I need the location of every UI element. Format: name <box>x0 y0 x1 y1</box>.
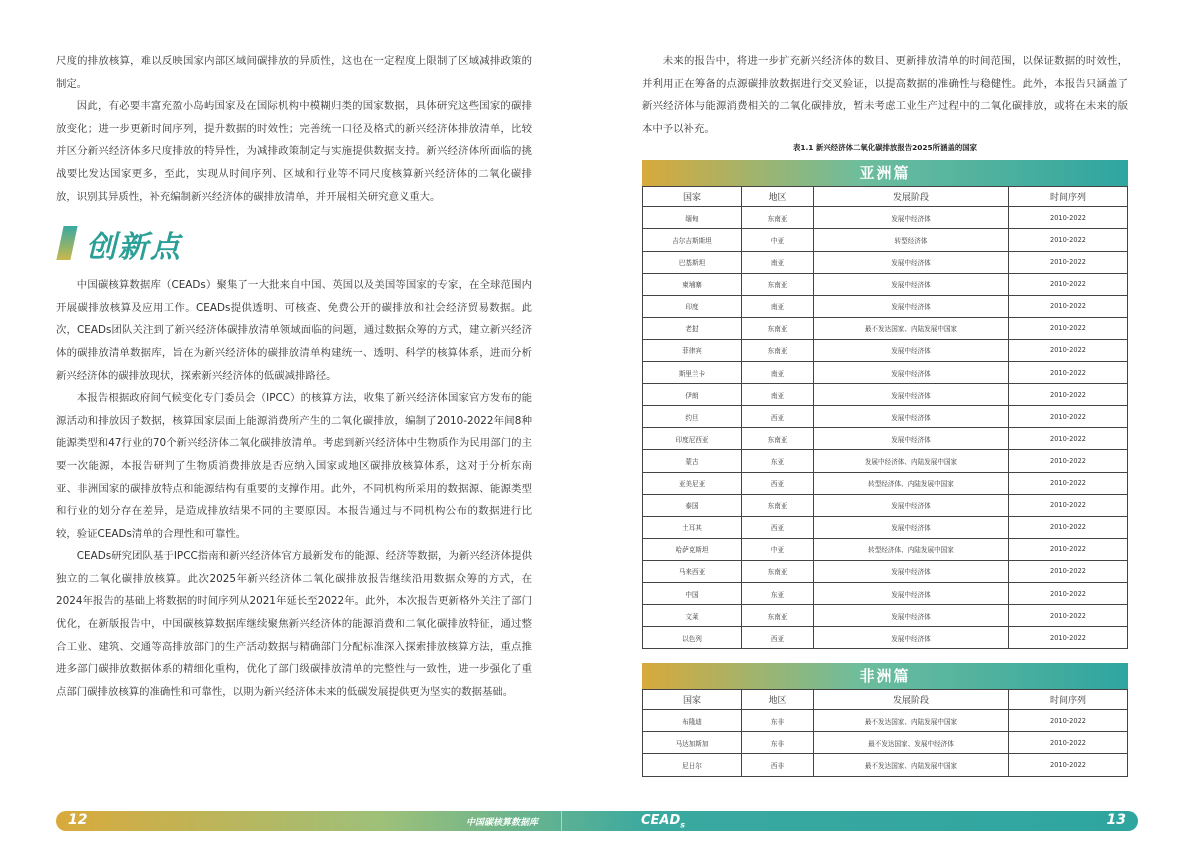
cell-country: 菲律宾 <box>643 339 742 361</box>
cell-region: 南亚 <box>742 384 814 406</box>
cell-series: 2010-2022 <box>1009 207 1128 229</box>
cell-country: 土耳其 <box>643 516 742 538</box>
cell-series: 2010-2022 <box>1009 339 1128 361</box>
table-row <box>643 295 1128 317</box>
paragraph: 本报告根据政府间气候变化专门委员会（IPCC）的核算方法，收集了新兴经济体国家官方发布的能源活动和排放因子数据，核算国家层面上能源消费所产生的二氧化碳排放，编制了2010-2022年间8种能源类型和47行业的70个新兴经济体二氧化碳排放清单。考虑到新兴经济体中生物质作为民用部门的主要一次能源，本报告研判了生物质消费排放是否应纳入国家或地区碳排放核算体系，这对于分析东南亚、非洲国家的碳排放特点和能源结构有重要的支撑作用。此外，不同机构所采用的数据源、能源类型和行业的划分存在差异，是造成排放结果不同的主要原因。本报告通过与不同机构公布的数据进行比较，验证CEADs清单的合理性和可靠性。 <box>56 392 532 540</box>
table-row <box>643 627 1128 649</box>
cell-stage: 发展中经济体 <box>814 627 1009 649</box>
cell-series: 2010-2022 <box>1009 229 1128 251</box>
cell-series: 2010-2022 <box>1009 384 1128 406</box>
cell-region: 南亚 <box>742 251 814 273</box>
cell-country: 巴基斯坦 <box>643 251 742 273</box>
table-row <box>643 384 1128 406</box>
cell-region: 中亚 <box>742 229 814 251</box>
cell-region: 东南亚 <box>742 273 814 295</box>
cell-stage: 转型经济体、内陆发展中国家 <box>814 538 1009 560</box>
cell-country: 印度尼西亚 <box>643 428 742 450</box>
section-heading <box>56 222 532 274</box>
footer-bar <box>56 811 1138 831</box>
cell-series: 2010-2022 <box>1009 516 1128 538</box>
header-stage: 发展阶段 <box>814 187 1009 207</box>
cell-stage: 最不发达国家、发展中经济体 <box>814 732 1009 754</box>
cell-region: 东南亚 <box>742 317 814 339</box>
cell-region: 西非 <box>742 754 814 776</box>
cell-series: 2010-2022 <box>1009 710 1128 732</box>
cell-region: 东南亚 <box>742 207 814 229</box>
cell-country: 以色列 <box>643 627 742 649</box>
table-row <box>643 710 1128 732</box>
logo-text: CEAD <box>641 813 681 828</box>
table-row <box>643 494 1128 516</box>
cell-stage: 发展中经济体 <box>814 295 1009 317</box>
table-row <box>643 317 1128 339</box>
cell-country: 吉尔吉斯斯坦 <box>643 229 742 251</box>
table-row <box>643 428 1128 450</box>
cell-region: 西亚 <box>742 472 814 494</box>
cell-series: 2010-2022 <box>1009 251 1128 273</box>
cell-stage: 最不发达国家、内陆发展中国家 <box>814 754 1009 776</box>
table-row <box>643 273 1128 295</box>
table-row <box>643 207 1128 229</box>
table-row <box>643 362 1128 384</box>
cell-stage: 发展中经济体 <box>814 494 1009 516</box>
cell-stage: 发展中经济体 <box>814 428 1009 450</box>
cell-series: 2010-2022 <box>1009 362 1128 384</box>
cell-country: 布隆迪 <box>643 710 742 732</box>
header-region: 地区 <box>742 690 814 710</box>
cell-series: 2010-2022 <box>1009 754 1128 776</box>
cell-country: 亚美尼亚 <box>643 472 742 494</box>
asia-banner: 亚洲篇 <box>642 160 1128 186</box>
cell-country: 马来西亚 <box>643 560 742 582</box>
paragraph: 未来的报告中，将进一步扩充新兴经济体的数目、更新排放清单的时间范围，以保证数据的时效性，并利用正在筹备的点源碳排放数据进行交叉验证，以提高数据的准确性与稳健性。此外，本报告只涵盖了新兴经济体与能源消费相关的二氧化碳排放，暂未考虑工业生产过程中的二氧化碳排放，或将在未来的版本中予以补充。 <box>642 55 1128 135</box>
cell-country: 尼日尔 <box>643 754 742 776</box>
left-page <box>56 50 532 703</box>
header-region: 地区 <box>742 187 814 207</box>
header-country: 国家 <box>643 187 742 207</box>
cell-region: 东亚 <box>742 582 814 604</box>
header-stage: 发展阶段 <box>814 690 1009 710</box>
africa-table-block <box>642 663 1128 776</box>
page-number-right: 13 <box>1106 812 1126 828</box>
cell-series: 2010-2022 <box>1009 560 1128 582</box>
cell-stage: 发展中经济体、内陆发展中国家 <box>814 450 1009 472</box>
cell-stage: 发展中经济体 <box>814 339 1009 361</box>
table-row <box>643 560 1128 582</box>
cell-region: 东南亚 <box>742 605 814 627</box>
cell-region: 中亚 <box>742 538 814 560</box>
cell-series: 2010-2022 <box>1009 732 1128 754</box>
cell-stage: 发展中经济体 <box>814 582 1009 604</box>
cell-region: 东南亚 <box>742 428 814 450</box>
paragraph: 中国碳核算数据库（CEADs）聚集了一大批来自中国、英国以及美国等国家的专家，在全球范围内开展碳排放核算及应用工作。CEADs提供透明、可核查、免费公开的碳排放和社会经济贸易数据。此次，CEADs团队关注到了新兴经济体碳排放清单领域面临的问题，通过数据众筹的方式，建立新兴经济体的碳排放清单数据库，旨在为新兴经济体的碳排放清单构建统一、透明、科学的核算体系，进而分析新兴经济体的碳排放现状，探索新兴经济体的低碳减排路径。 <box>56 279 532 382</box>
asia-table <box>642 186 1128 649</box>
cell-country: 马达加斯加 <box>643 732 742 754</box>
cell-series: 2010-2022 <box>1009 406 1128 428</box>
cell-series: 2010-2022 <box>1009 605 1128 627</box>
cell-country: 斯里兰卡 <box>643 362 742 384</box>
footer-title: 中国碳核算数据库 <box>466 818 539 828</box>
cell-series: 2010-2022 <box>1009 627 1128 649</box>
cell-series: 2010-2022 <box>1009 295 1128 317</box>
right-page <box>642 50 1128 787</box>
header-country: 国家 <box>643 690 742 710</box>
cell-region: 东非 <box>742 732 814 754</box>
cell-series: 2010-2022 <box>1009 494 1128 516</box>
cell-region: 东亚 <box>742 450 814 472</box>
table-row <box>643 582 1128 604</box>
table-caption: 表1.1 新兴经济体二氧化碳排放报告2025所涵盖的国家 <box>792 143 978 153</box>
cell-stage: 发展中经济体 <box>814 384 1009 406</box>
cell-series: 2010-2022 <box>1009 317 1128 339</box>
table-header-row <box>643 187 1128 207</box>
cell-region: 南亚 <box>742 295 814 317</box>
africa-table <box>642 689 1128 776</box>
table-row <box>643 251 1128 273</box>
table-row <box>643 229 1128 251</box>
cell-series: 2010-2022 <box>1009 450 1128 472</box>
table-row <box>643 754 1128 776</box>
asia-table-body <box>643 207 1128 649</box>
table-row <box>643 732 1128 754</box>
cell-country: 老挝 <box>643 317 742 339</box>
header-series: 时间序列 <box>1009 187 1128 207</box>
logo-sub: s <box>680 820 686 830</box>
table-row <box>643 450 1128 472</box>
cell-region: 东南亚 <box>742 560 814 582</box>
cell-series: 2010-2022 <box>1009 428 1128 450</box>
paragraph: CEADs研究团队基于IPCC指南和新兴经济体官方最新发布的能源、经济等数据，为新兴经济体提供独立的二氧化碳排放核算。此次2025年新兴经济体二氧化碳排放报告继续沿用数据众筹的方式，在2024年报告的基础上将数据的时间序列从2021年延长至2022年。此外，本次报告更新格外关注了部门优化，在新版报告中，中国碳核算数据库继续聚焦新兴经济体的能源消费和二氧化碳排放特征，通过整合工业、建筑、交通等高排放部门的生产活动数据与精确部门分配标准深入探索排放核算方法，重点推进多部门碳排放数据体系的精细化重构，优化了部门级碳排放清单的完整性与一致性，进一步强化了重点部门碳排放核算的准确性和可靠性，以期为新兴经济体未来的低碳发展提供更为坚实的数据基础。 <box>56 550 532 698</box>
africa-banner: 非洲篇 <box>642 663 1128 689</box>
cell-series: 2010-2022 <box>1009 582 1128 604</box>
table-row <box>643 339 1128 361</box>
cell-series: 2010-2022 <box>1009 472 1128 494</box>
cell-region: 西亚 <box>742 516 814 538</box>
cell-stage: 最不发达国家、内陆发展中国家 <box>814 710 1009 732</box>
table-row <box>643 605 1128 627</box>
table-row <box>643 406 1128 428</box>
cell-country: 中国 <box>643 582 742 604</box>
cell-stage: 转型经济体 <box>814 229 1009 251</box>
section-title: 创新点 <box>86 230 182 266</box>
paragraph: 尺度的排放核算，难以反映国家内部区域间碳排放的异质性，这也在一定程度上限制了区域减排政策的制定。 <box>56 55 532 90</box>
cell-region: 东南亚 <box>742 494 814 516</box>
cell-country: 约旦 <box>643 406 742 428</box>
table-row <box>643 538 1128 560</box>
cell-stage: 发展中经济体 <box>814 251 1009 273</box>
cell-stage: 发展中经济体 <box>814 362 1009 384</box>
cell-stage: 发展中经济体 <box>814 273 1009 295</box>
page-number-left: 12 <box>68 812 88 828</box>
ceads-logo <box>641 813 685 830</box>
cell-series: 2010-2022 <box>1009 273 1128 295</box>
cell-stage: 发展中经济体 <box>814 406 1009 428</box>
cell-stage: 最不发达国家、内陆发展中国家 <box>814 317 1009 339</box>
footer-divider <box>561 811 562 831</box>
cell-country: 伊朗 <box>643 384 742 406</box>
cell-region: 西亚 <box>742 406 814 428</box>
cell-country: 蒙古 <box>643 450 742 472</box>
africa-table-body <box>643 710 1128 776</box>
table-row <box>643 472 1128 494</box>
heading-accent-bar <box>56 226 77 260</box>
cell-stage: 发展中经济体 <box>814 207 1009 229</box>
cell-region: 西亚 <box>742 627 814 649</box>
cell-country: 柬埔寨 <box>643 273 742 295</box>
cell-series: 2010-2022 <box>1009 538 1128 560</box>
table-header-row <box>643 690 1128 710</box>
table-row <box>643 516 1128 538</box>
header-series: 时间序列 <box>1009 690 1128 710</box>
cell-stage: 发展中经济体 <box>814 605 1009 627</box>
cell-country: 泰国 <box>643 494 742 516</box>
paragraph: 因此，有必要丰富充盈小岛屿国家及在国际机构中模糊归类的国家数据，具体研究这些国家的碳排放变化；进一步更新时间序列，提升数据的时效性；完善统一口径及格式的新兴经济体排放清单，比较并区分新兴经济体多尺度排放的特异性，为减排政策制定与实施提供数据支持。新兴经济体所面临的挑战要比发达国家更多，至此，实现从时间序列、区域和行业等不同尺度核算新兴经济体的二氧化碳排放，识别其异质性，补充编制新兴经济体的碳排放清单，并开展相关研究意义重大。 <box>56 100 532 203</box>
cell-region: 东南亚 <box>742 339 814 361</box>
cell-region: 南亚 <box>742 362 814 384</box>
cell-stage: 发展中经济体 <box>814 516 1009 538</box>
cell-country: 印度 <box>643 295 742 317</box>
cell-country: 哈萨克斯坦 <box>643 538 742 560</box>
cell-country: 文莱 <box>643 605 742 627</box>
cell-country: 缅甸 <box>643 207 742 229</box>
asia-table-block <box>642 160 1128 649</box>
cell-region: 东非 <box>742 710 814 732</box>
cell-stage: 发展中经济体 <box>814 560 1009 582</box>
cell-stage: 转型经济体、内陆发展中国家 <box>814 472 1009 494</box>
